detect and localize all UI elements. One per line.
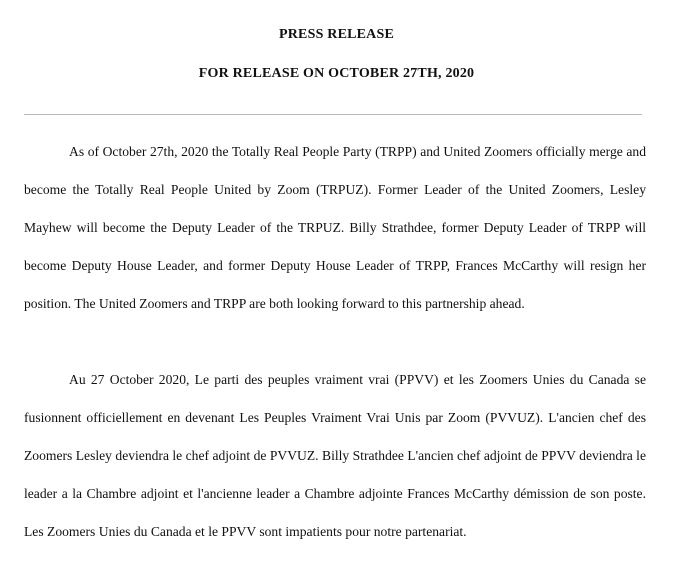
english-paragraph: As of October 27th, 2020 the Totally Real People Party (TRPP) and United Zoomers officially merge and become the Totally Real People United by Zoom (TRPUZ). Former Leader of the United Zoomers, Lesley Mayhew will become the Deputy Leader of the TRPUZ. Billy Strathdee, former Deputy Leader of TRPP will become Deputy House Leader, and former Deputy House Leader of TRPP, Frances McCarthy will resign her position. The United Zoomers and TRPP are both looking forward to this partnership ahead. (24, 144, 646, 311)
release-date-line: FOR RELEASE ON OCTOBER 27TH, 2020 (198, 66, 475, 81)
document-title: PRESS RELEASE (278, 27, 395, 42)
french-paragraph: Au 27 October 2020, Le parti des peuples vraiment vrai (PPVV) et les Zoomers Unies du Canada se fusionnent officiellement en devenant Les Peuples Vraiment Vrai Unis par Zoom (PVVUZ). L'ancien chef des Zoomers Lesley deviendra le chef adjoint de PVVUZ. Billy Strathdee L'ancien chef adjoint de PPVV deviendra le leader a la Chambre adjoint et l'ancienne leader a Chambre adjointe Frances McCarthy démission de son poste. Les Zoomers Unies du Canada et le PPVV sont impatients pour notre partenariat. (24, 372, 646, 539)
horizontal-divider (24, 114, 642, 115)
